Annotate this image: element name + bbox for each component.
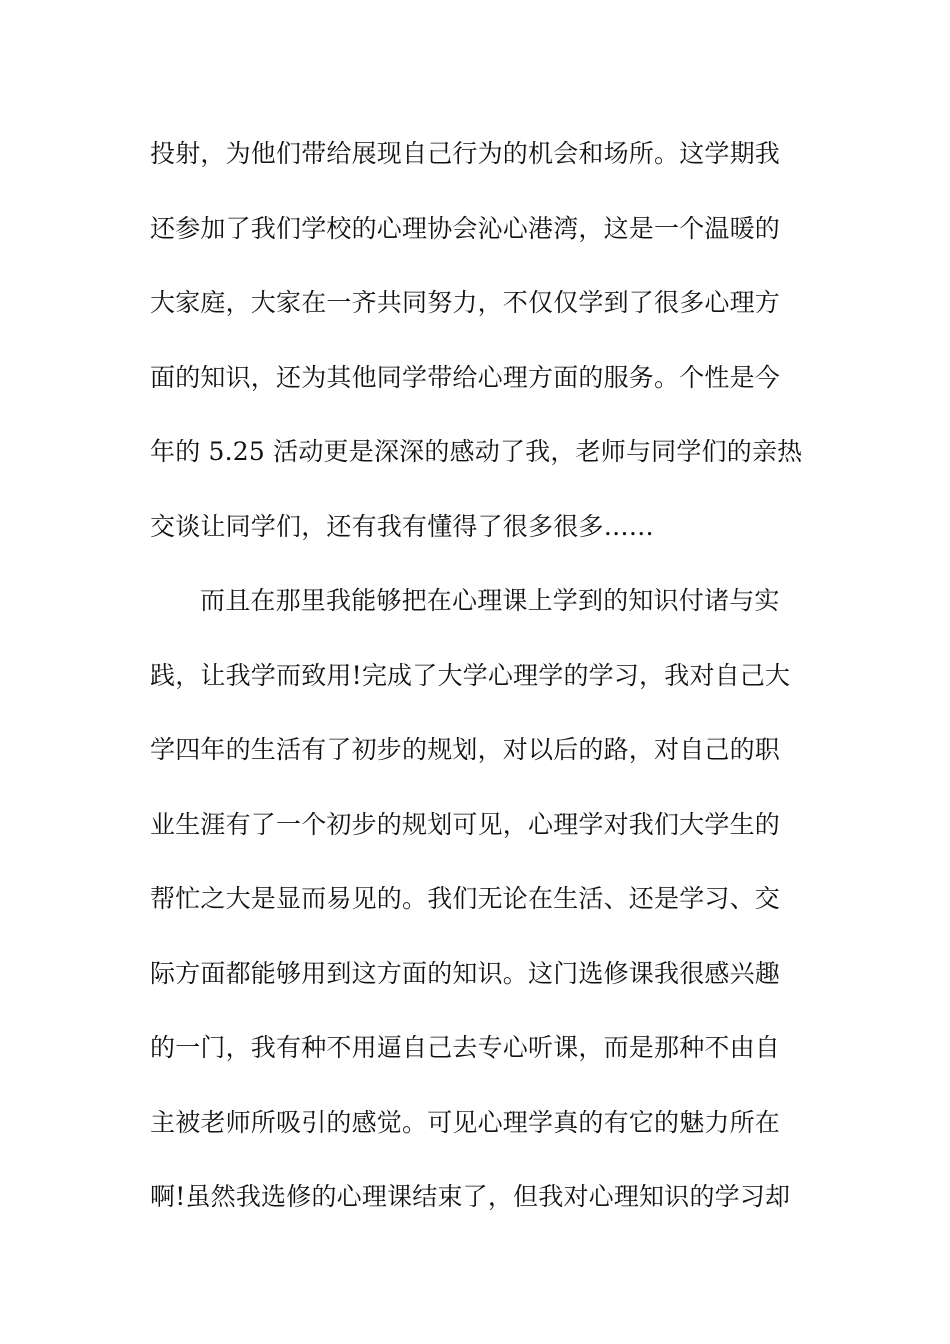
text-line: 践，让我学而致用!完成了大学心理学的学习，我对自己大	[150, 660, 791, 690]
text-line: 大家庭，大家在一齐共同努力，不仅仅学到了很多心理方	[150, 288, 781, 317]
text-line: 还参加了我们学校的心理协会沁心港湾，这是一个温暖的	[150, 213, 781, 243]
text-line: 投射，为他们带给展现自己行为的机会和场所。这学期我	[150, 139, 781, 168]
text-line: 啊!虽然我选修的心理课结束了，但我对心理知识的学习却	[150, 1182, 791, 1211]
text-line: 业生涯有了一个初步的规划可见，心理学对我们大学生的	[150, 809, 781, 839]
text-line: 面的知识，还为其他同学带给心理方面的服务。个性是今	[150, 362, 781, 392]
text-line: 际方面都能够用到这方面的知识。这门选修课我很感兴趣	[150, 958, 781, 988]
text-line: 年的 5.25 活动更是深深的感动了我，老师与同学们的亲热	[150, 437, 803, 466]
paragraph-first-line: 而且在那里我能够把在心理课上学到的知识付诸与实	[200, 586, 780, 615]
text-line: 的一门，我有种不用逼自己去专心听课，而是那种不由自	[150, 1033, 781, 1062]
document-body	[150, 128, 810, 1246]
text-line: 主被老师所吸引的感觉。可见心理学真的有它的魅力所在	[150, 1107, 781, 1137]
text-line: 学四年的生活有了初步的规划，对以后的路，对自己的职	[150, 735, 781, 764]
text-line: 帮忙之大是显而易见的。我们无论在生活、还是学习、交	[150, 884, 781, 913]
text-line: 交谈让同学们，还有我有懂得了很多很多……	[150, 511, 655, 541]
